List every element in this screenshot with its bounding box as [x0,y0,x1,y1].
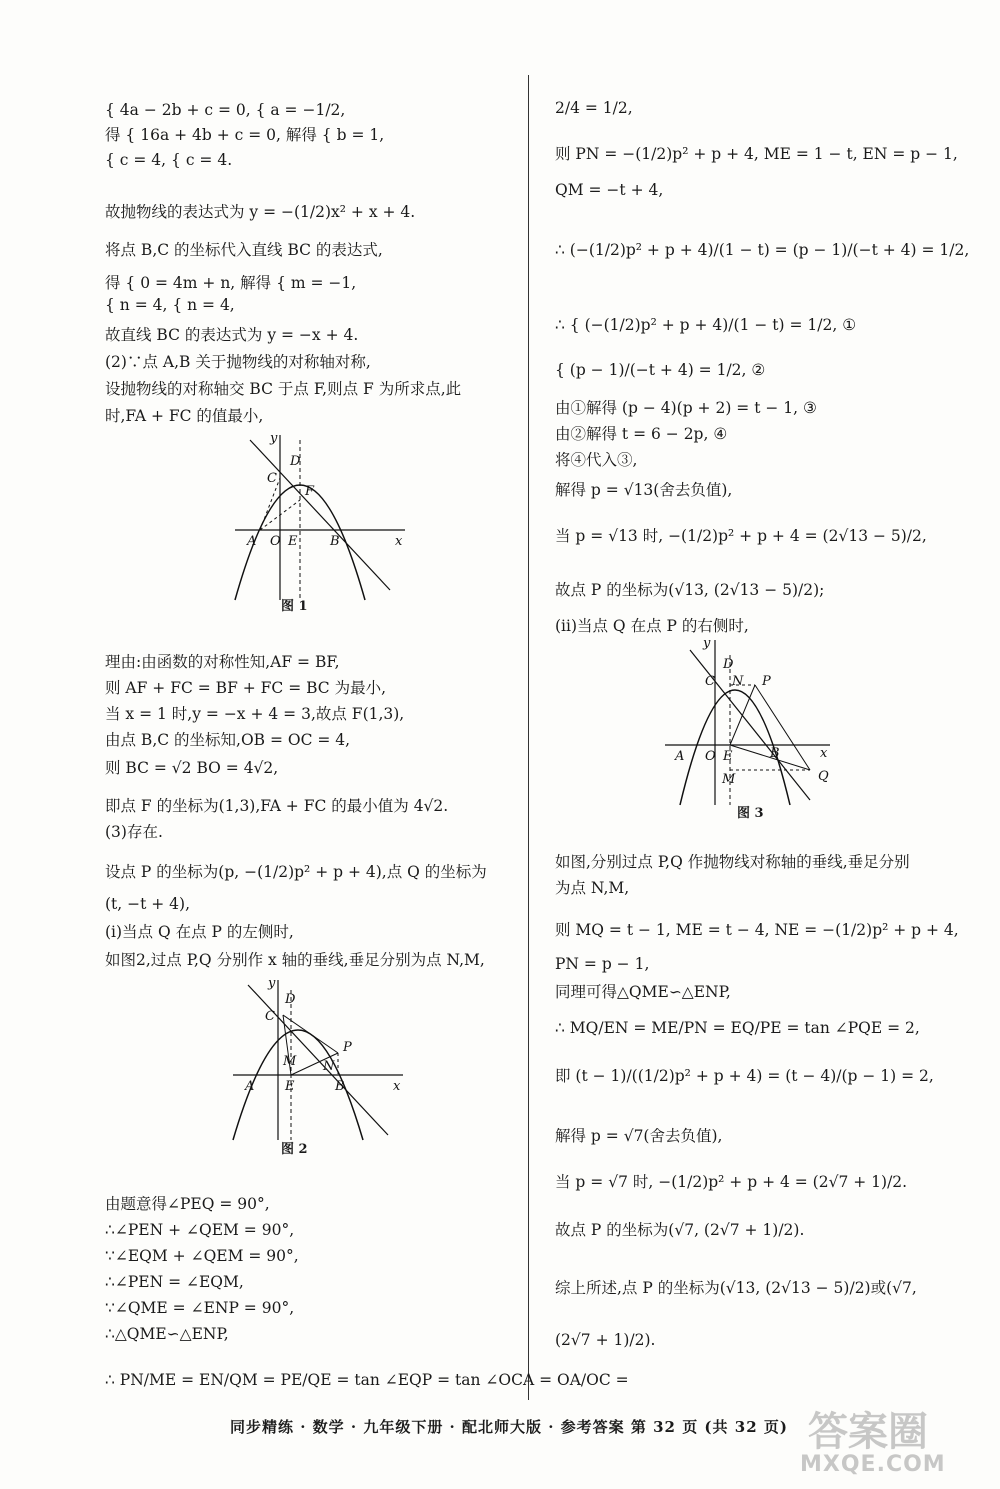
fig3-label: E [723,749,733,764]
figure-2-caption: 图 2 [281,1142,308,1157]
text-line: ∵∠EQM + ∠QEM = 90°, [105,1247,299,1265]
figure-3 [660,635,850,810]
text-line: (ⅱ)当点 Q 在点 P 的右侧时, [555,617,749,635]
text-line: 即点 F 的坐标为(1,3),FA + FC 的最小值为 4√2. [105,797,449,815]
fig1-label: y [270,431,278,446]
text-line: 故点 P 的坐标为(√13, (2√13 − 5)/2); [555,581,825,599]
text-line: 当 p = √13 时, −(1/2)p² + p + 4 = (2√13 − 5)/2, [555,527,927,545]
text-line: 解得 p = √13(舍去负值), [555,481,733,499]
text-line: 则 AF + FC = BF + FC = BC 为最小, [105,679,387,697]
fig1-label: A [247,534,257,549]
text-line: 则 BC = √2 BO = 4√2, [105,759,279,777]
watermark [800,1400,965,1480]
fig3-label: P [762,674,771,689]
text-line: ∵∠QME = ∠ENP = 90°, [105,1299,295,1317]
text-line: 为点 N,M, [555,879,630,897]
text-line: 时,FA + FC 的值最小, [105,407,264,425]
fig2-label: x [393,1079,401,1094]
text-line: 同理可得△QME∽△ENP, [555,983,731,1001]
text-line: ∴ (−(1/2)p² + p + 4)/(1 − t) = (p − 1)/(−t + 4) = 1/2, [555,241,970,259]
text-line: 故点 P 的坐标为(√7, (2√7 + 1)/2). [555,1221,805,1239]
fig2-label: y [268,976,276,991]
fig3-label: B [770,746,780,761]
figure-1-caption: 图 1 [281,599,308,614]
fig3-label: Q [818,769,829,784]
text-line: (t, −t + 4), [105,895,191,913]
figure-2-graph [223,975,413,1145]
text-line: 将点 B,C 的坐标代入直线 BC 的表达式, [105,241,383,259]
figure-2 [223,975,413,1145]
fig1-label: E [288,534,298,549]
text-line: (ⅰ)当点 Q 在点 P 的左侧时, [105,923,294,941]
system-line: 得 { 16a + 4b + c = 0, 解得 { b = 1, [105,126,385,144]
watermark-site: MXQE.COM [800,1452,946,1477]
text-line: 2/4 = 1/2, [555,99,633,117]
text-line: 如图2,过点 P,Q 分别作 x 轴的垂线,垂足分别为点 N,M, [105,951,485,969]
fig2-label: M [283,1054,297,1069]
system-line: { n = 4, { n = 4, [105,296,235,314]
fig2-label: B [335,1079,345,1094]
text-line: ∴∠PEN + ∠QEM = 90°, [105,1221,295,1239]
fig2-label: E [285,1079,295,1094]
text-line: 当 x = 1 时,y = −x + 4 = 3,故点 F(1,3), [105,705,405,723]
text-line: 解得 p = √7(舍去负值), [555,1127,723,1145]
text-line: (2√7 + 1)/2). [555,1331,656,1349]
figure-1 [225,430,415,605]
fig3-label: C [705,674,715,689]
system-line: { (p − 1)/(−t + 4) = 1/2, ② [555,361,766,379]
fig1-label: x [395,534,403,549]
fig2-label: N [323,1059,335,1074]
column-divider [528,75,529,1400]
text-line: PN = p − 1, [555,955,650,973]
figure-3-caption: 图 3 [737,806,764,821]
fig3-label: N [732,674,744,689]
fig3-label: x [820,746,828,761]
text-line: ∴ MQ/EN = ME/PN = EQ/PE = tan ∠PQE = 2, [555,1019,920,1037]
fig3-label: M [722,772,736,787]
text-line: ∴∠PEN = ∠EQM, [105,1273,244,1291]
fig1-label: D [290,454,301,469]
fig1-label: O [270,534,281,549]
text-line: 当 p = √7 时, −(1/2)p² + p + 4 = (2√7 + 1)/2. [555,1173,908,1191]
text-line: 由②解得 t = 6 − 2p, ④ [555,425,728,443]
fig1-label: F [305,484,315,499]
fig3-label: y [703,636,711,651]
text-line: (2)∵点 A,B 关于抛物线的对称轴对称, [105,353,371,371]
watermark-logo: 答案圈 [808,1409,928,1455]
fig2-label: D [285,992,296,1007]
text-line: 由题意得∠PEQ = 90°, [105,1195,270,1213]
fig3-label: A [675,749,685,764]
fig2-label: A [245,1079,255,1094]
system-line: { c = 4, { c = 4. [105,151,233,169]
text-line: (3)存在. [105,823,163,841]
text-line: 将④代入③, [555,451,638,469]
figure-3-graph [660,635,850,810]
text-line: 由点 B,C 的坐标知,OB = OC = 4, [105,731,351,749]
fig1-label: B [330,534,340,549]
figure-1-graph [225,430,415,605]
text-line: 设抛物线的对称轴交 BC 于点 F,则点 F 为所求点,此 [105,380,462,398]
text-line: 设点 P 的坐标为(p, −(1/2)p² + p + 4),点 Q 的坐标为 [105,863,487,881]
system-line: { 4a − 2b + c = 0, { a = −1/2, [105,101,346,119]
fig3-label: D [723,657,734,672]
page-footer: 同步精练 · 数学 · 九年级下册 · 配北师大版 · 参考答案 第 32 页 (共 32 页) [230,1418,788,1436]
text-line: 则 MQ = t − 1, ME = t − 4, NE = −(1/2)p² + p + 4, [555,921,959,939]
fig2-label: P [343,1040,352,1055]
text-line: ∴△QME∽△ENP, [105,1325,229,1343]
text-line: 故抛物线的表达式为 y = −(1/2)x² + x + 4. [105,203,416,221]
text-line: 由①解得 (p − 4)(p + 2) = t − 1, ③ [555,399,817,417]
text-line: 故直线 BC 的表达式为 y = −x + 4. [105,326,359,344]
fig2-label: C [265,1009,275,1024]
text-line: 则 PN = −(1/2)p² + p + 4, ME = 1 − t, EN = p − 1, [555,145,958,163]
fig3-label: O [705,749,716,764]
text-line: 即 (t − 1)/((1/2)p² + p + 4) = (t − 4)/(p − 1) = 2, [555,1067,934,1085]
text-line: 理由:由函数的对称性知,AF = BF, [105,653,340,671]
system-line: ∴ { (−(1/2)p² + p + 4)/(1 − t) = 1/2, ① [555,316,857,334]
text-line: 综上所述,点 P 的坐标为(√13, (2√13 − 5)/2)或(√7, [555,1279,917,1297]
text-line: ∴ PN/ME = EN/QM = PE/QE = tan ∠EQP = tan ∠OCA = OA/OC = [105,1371,629,1389]
system-line: 得 { 0 = 4m + n, 解得 { m = −1, [105,274,357,292]
fig1-label: C [267,471,277,486]
text-line: QM = −t + 4, [555,181,664,199]
text-line: 如图,分别过点 P,Q 作抛物线对称轴的垂线,垂足分别 [555,853,910,871]
